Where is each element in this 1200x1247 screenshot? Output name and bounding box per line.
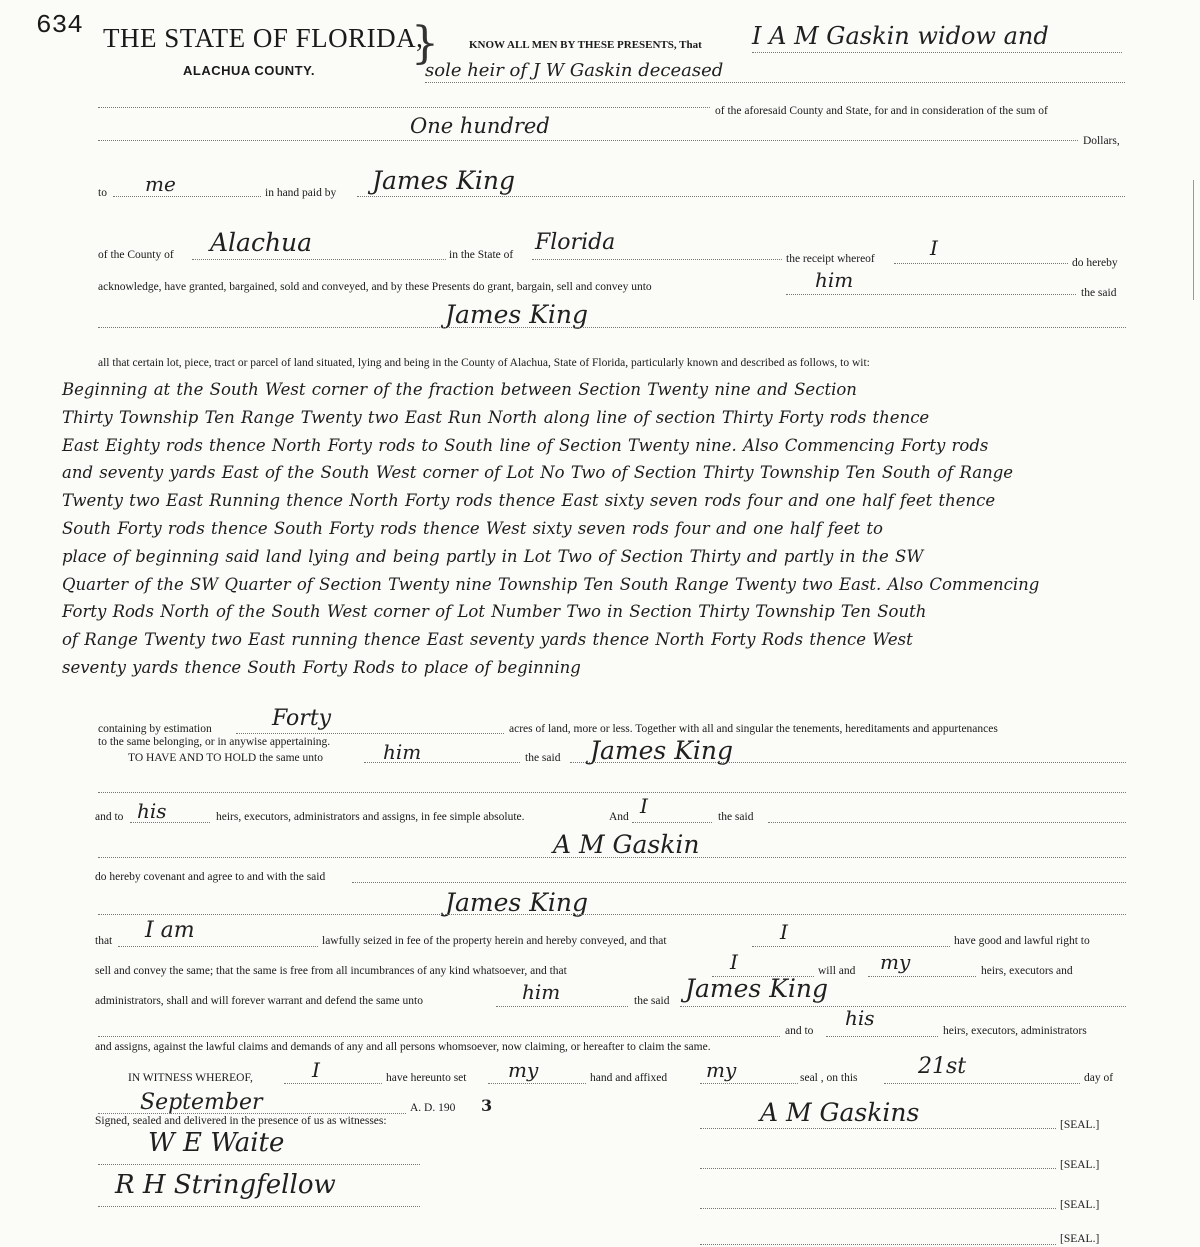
ad-text: A. D. 190 (410, 1102, 456, 1114)
the-said-text: the said (1081, 287, 1117, 299)
will-and-text: will and (818, 965, 856, 977)
header-brace: } (411, 18, 439, 69)
and-to-2: and to (785, 1025, 814, 1037)
know-all-men: KNOW ALL MEN BY THESE PRESENTS, That (469, 39, 702, 51)
grantee-value: James King (445, 300, 588, 329)
witness-2-signature: R H Stringfellow (115, 1170, 336, 1200)
seal-2: [SEAL.] (1060, 1159, 1100, 1171)
receipt-label: the receipt whereof (786, 253, 875, 265)
aforesaid-text: of the aforesaid County and State, for and in consideration of the sum of (715, 105, 1048, 117)
in-witness-text: IN WITNESS WHEREOF, (128, 1072, 253, 1084)
seal-4: [SEAL.] (1060, 1233, 1100, 1245)
witness-i-value: I (312, 1058, 320, 1082)
sum-value: One hundred (410, 114, 550, 138)
sell-convey-text: sell and convey the same; that the same is free from all incumbrances of any kind whatsoever, and that (95, 965, 567, 977)
to-whom-value: me (145, 172, 176, 196)
seal-on-this-text: seal , on this (800, 1072, 858, 1084)
day-of-text: day of (1084, 1072, 1114, 1084)
description-line: of Range Twenty two East running thence East seventy yards thence North Forty Rods thence West (62, 630, 913, 650)
and-to-his-value: his (845, 1006, 875, 1030)
page-number: 634 (36, 10, 83, 40)
convey-unto-value: him (815, 268, 854, 292)
description-line: East Eighty rods thence North Forty rods to South line of Section Twenty nine. Also Commencing Forty rods (62, 435, 989, 455)
unto-value: him (383, 740, 422, 764)
description-line: Quarter of the SW Quarter of Section Twenty nine Township Ten South Range Twenty two East. Also Commencing (62, 574, 1040, 594)
said-james-value: James King (685, 974, 828, 1003)
the-said-3: the said (718, 811, 754, 823)
county-value: Alachua (210, 228, 313, 257)
and-assigns-text: and assigns, against the lawful claims and demands of any and all persons whomsoever, now claiming, or hereafter to claim the same. (95, 1041, 711, 1053)
good-right-text: have good and lawful right to (954, 935, 1090, 947)
and-i-value: I (640, 794, 648, 818)
do-hereby-text: do hereby (1072, 257, 1118, 269)
acknowledge-text: acknowledge, have granted, bargained, sold and conveyed, and by these Presents do grant, bargain, sell and convey unto (98, 281, 652, 293)
containing-label: containing by estimation (98, 723, 212, 735)
affixed-my-value: my (706, 1058, 737, 1082)
to-label: to (98, 187, 107, 199)
belonging-text: to the same belonging, or in anywise appertaining. (98, 736, 331, 748)
hand-affixed-text: hand and affixed (590, 1072, 668, 1084)
seal-3: [SEAL.] (1060, 1199, 1100, 1211)
scan-edge (1193, 180, 1194, 300)
year-digit-value: 3 (481, 1096, 493, 1115)
all-that-certain-text: all that certain lot, piece, tract or parcel of land situated, lying and being in the County of Alachua, State of Florida, particularly known and described as follows, to wit: (98, 357, 870, 369)
state-value: Florida (535, 230, 616, 255)
unto-him-value: him (522, 980, 561, 1004)
description-line: place of beginning said land lying and being partly in Lot Two of Section Thirty and partly in the SW (62, 546, 924, 566)
state-label: in the State of (449, 249, 514, 261)
administrators-text: administrators, shall and will forever warrant and defend the same unto (95, 995, 423, 1007)
and-text: And (609, 811, 629, 823)
description-line: Twenty two East Running thence North Forty rods thence East sixty seven rods four and one half feet thence (62, 491, 996, 511)
description-line: seventy yards thence South Forty Rods to place of beginning (62, 657, 581, 677)
have-hereunto-text: have hereunto set (386, 1072, 467, 1084)
signed-sealed-text: Signed, sealed and delivered in the presence of us as witnesses: (95, 1115, 387, 1127)
lawfully-text: lawfully seized in fee of the property herein and hereby conveyed, and that (322, 935, 667, 947)
legal-description (62, 376, 1162, 682)
description-line: Thirty Township Ten Range Twenty two East Run North along line of section Thirty Forty rods thence (62, 407, 930, 427)
set-my-value: my (508, 1058, 539, 1082)
county-label: of the County of (98, 249, 174, 261)
grantor-line-1: I A M Gaskin widow and (752, 22, 1049, 50)
receipt-value: I (930, 236, 938, 260)
the-said-2: the said (525, 752, 561, 764)
acres-value: Forty (272, 706, 332, 731)
and-to-label: and to (95, 811, 124, 823)
the-said-4: the said (634, 995, 670, 1007)
paid-by-value: James King (372, 166, 515, 195)
description-line: Beginning at the South West corner of the fraction between Section Twenty nine and Section (62, 380, 857, 399)
state-title: THE STATE OF FLORIDA, (103, 23, 424, 53)
description-line: South Forty rods thence South Forty rods thence West sixty seven rods four and one half feet to (62, 518, 883, 538)
grantor-line-2: sole heir of J W Gaskin deceased (425, 60, 724, 81)
will-i-value: I (730, 950, 738, 974)
that-i-value: I (780, 920, 788, 944)
dollars-text: Dollars, (1083, 135, 1120, 147)
grantor-name-value: A M Gaskin (553, 830, 700, 859)
paid-by-label: in hand paid by (265, 187, 337, 199)
county-title: ALACHUA COUNTY. (183, 63, 315, 78)
day-value: 21st (918, 1054, 967, 1079)
my-value: my (880, 950, 911, 974)
grantor-signature: A M Gaskins (760, 1098, 920, 1127)
i-am-value: I am (145, 918, 195, 943)
that-label: that (95, 935, 113, 947)
said-grantee-value: James King (590, 736, 733, 765)
his-value: his (137, 799, 167, 823)
description-line: Forty Rods North of the South West corner of Lot Number Two in Section Thirty Township Ten South (62, 602, 927, 622)
covenant-with-value: James King (445, 888, 588, 917)
witness-1-signature: W E Waite (148, 1128, 285, 1158)
description-line: and seventy yards East of the South West corner of Lot No Two of Section Thirty Township Ten South of Range (62, 463, 1014, 483)
heirs-exec-admin-text: heirs, executors, administrators (943, 1025, 1087, 1037)
to-have-label: TO HAVE AND TO HOLD the same unto (128, 752, 323, 764)
acres-text: acres of land, more or less. Together with all and singular the tenements, hereditaments and appurtenances (509, 723, 998, 735)
month-value: September (140, 1090, 263, 1115)
seal-1: [SEAL.] (1060, 1119, 1100, 1131)
covenant-text: do hereby covenant and agree to and with the said (95, 871, 326, 883)
heirs-exec-text: heirs, executors, administrators and assigns, in fee simple absolute. (216, 811, 525, 823)
heirs-exec-and-text: heirs, executors and (981, 965, 1073, 977)
